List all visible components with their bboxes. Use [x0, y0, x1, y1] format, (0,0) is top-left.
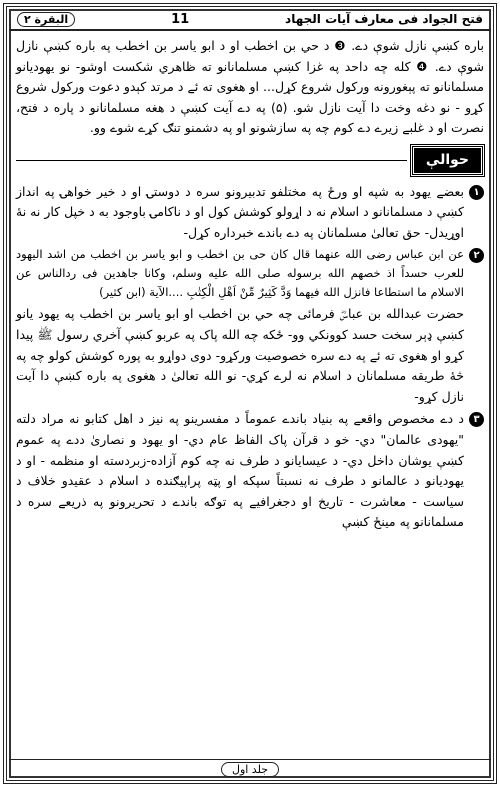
section-heading-label: حوالې — [411, 145, 484, 176]
list-item — [16, 182, 484, 244]
page-header — [9, 9, 491, 31]
item-number-badge: ۱ — [469, 185, 484, 200]
item-number-badge: ۲ — [469, 248, 484, 263]
arabic-quote: عن ابن عباس رضی الله عنهما قال کان حی بن اخطب و ابو یاسر بن اخطب من اشد الیهود للعرب حسداً اذ خصهم الله برسوله صلی الله علیه وسلم، وکانا جاهدین فی ردالناس عن الاسلام ما استطاعا فانزل الله فیهما وَدَّ کَثِیرٌ مِّنْ اَهْلِ الْکِتٰبِ ....الآیة (ابن کثیر) — [16, 247, 464, 300]
list-item — [16, 245, 484, 407]
page-content — [16, 36, 484, 757]
item-text: د دے مخصوص واقعے په بنیاد باندے عموماً د مفسرینو په نیز د اهل کتابو نه مراد دلته "یهودی عالمان" دي- خو د قرآن پاک الفاظ عام دي- او یهود و نصاریٰ ددے په عموم کښې یوشان داخل دي- د عیسایانو د طرف نه چه کوم آزاده-زبردسته او منظمه - او د یهودیانو د عالمانو د طرف نه نسبتاً سپکه او پټه پراپیګنده د اسلام د عقیدو خلاف د سیاست - معاشرت - تاریخ او دجغرافیے په توګه باندے د تحریرونو په ذریعے سره د مسلمانانو په مینځ کښې — [16, 411, 464, 530]
page-footer — [9, 760, 491, 778]
heading-rule — [16, 160, 407, 161]
book-title: فتح الجواد فی معارف آیات الجهاد — [285, 12, 483, 26]
list-item — [16, 409, 484, 533]
item-text: حضرت عبدالله بن عباسؓ فرمائی چه حي بن اخطب او ابو یاسر بن اخطب په یهود یانو کښې ډېر سخت حسد کوونکي وو- ځکه چه الله پاک په عربو کښې آخري رسول ﷺ پیدا کړو او هغوی ته ئے په دے سره خصوصیت ورکړو- دوی دواړو به پوره کوشش کولو چه په څۀ طریقه مسلمانان د اسلام نه لرے کړي- نو الله تعالیٰ د هغوی په باره کښې دا آیت نازل کړو- — [16, 306, 464, 404]
item-number-badge: ۳ — [469, 412, 484, 427]
volume-label: جلد اول — [221, 762, 279, 777]
intro-paragraph: باره کښې نازل شوې دے. ❸ د حي بن اخطب او د ابو یاسر بن اخطب په باره کښې نازل شوې دے. ❹ کله چه داحد په غزا کښې مسلمانانو ته ظاهري شکست اوشو- نو یهودیانو مسلمانانو ته پېغورونه ورکول شروع کړل... او هغوی ته ئے د مرتد کېدو دعوت ورکول شروع کړو - نو دغه وخت دا آیت نازل شو. (۵) په دے آیت کښې د هغه مسلمانانو د پاره د فتح، نصرت او د غلبے زیرے دے کوم چه په سازشونو او په دشمنو تنګ کړے شوے وو. — [16, 38, 484, 136]
item-text: بعضے یهود به شپه او ورځ په مختلفو تدبیرونو سره د دوستۍ او د خیر خواهۍ په انداز کښې د مسلمانانو د اسلام نه د اړولو کوشش کول او د ناکامۍ باوجود به د خپل کار نه نۀ اوړیدل- حق تعالیٰ مسلمانان په دے باندے خبرداره کړل- — [16, 183, 464, 240]
page-number: 11 — [171, 11, 190, 27]
section-heading — [16, 145, 484, 176]
surah-badge: البقرة ۲ — [17, 12, 75, 27]
